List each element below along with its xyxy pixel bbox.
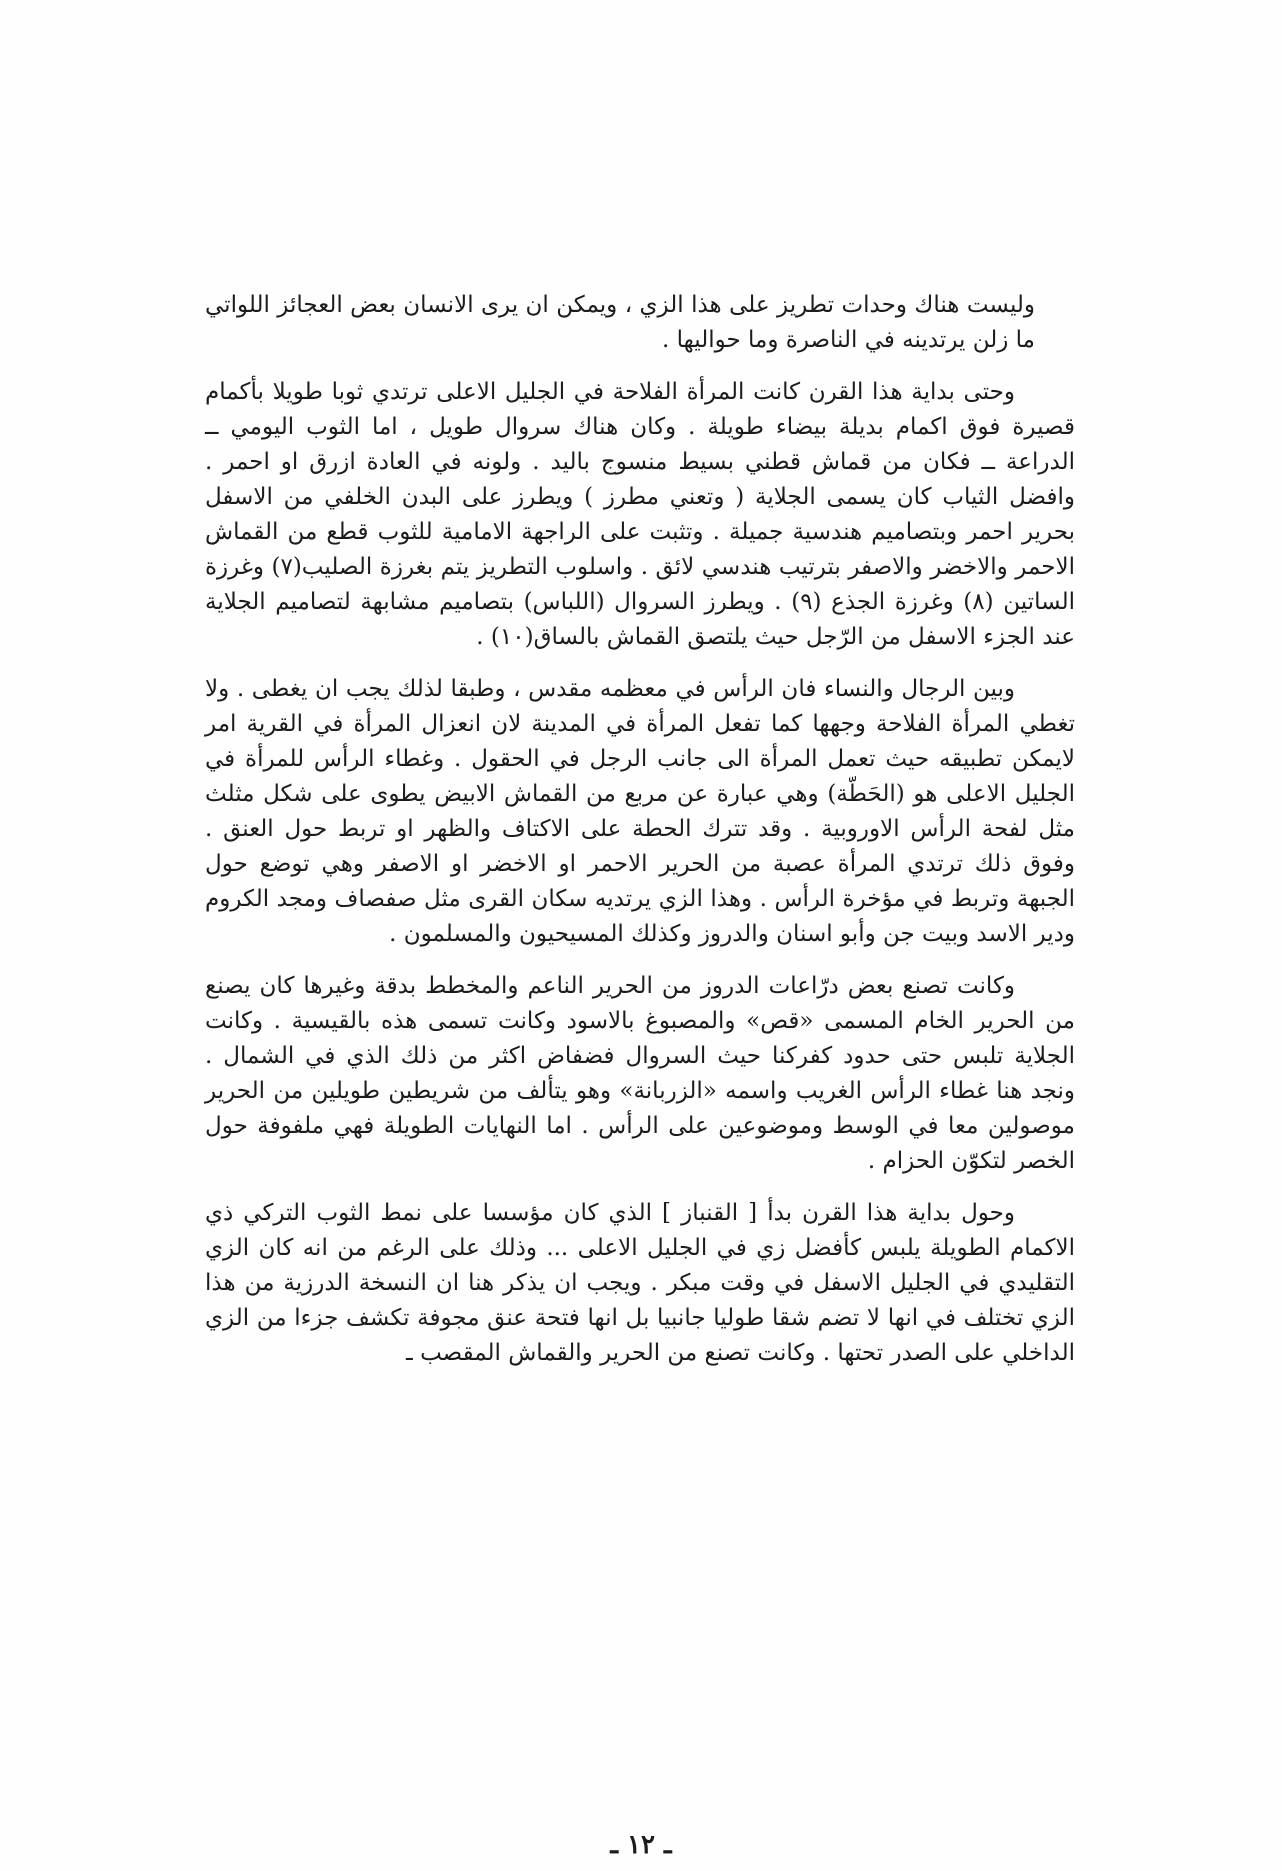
paragraph-1: وليست هناك وحدات تطريز على هذا الزي ، ويمكن ان يرى الانسان بعض العجائز اللواتي ما زلن يرتدينه في الناصرة وما حواليها . [205,292,1035,353]
paragraph-2: وحتى بداية هذا القرن كانت المرأة الفلاحة في الجليل الاعلى ترتدي ثوبا طويلا بأكمام قصيرة فوق اكمام بديلة بيضاء طويلة . وكان هناك سروال طويل ، اما الثوب اليومي ــ الدراعة ــ فكان من قماش قطني بسيط منسوج باليد . ولونه في العادة ازرق او احمر . وافضل الثياب كان يسمى الجلاية ( وتعني مطرز ) ويطرز على البدن الخلفي من الاسفل بحرير احمر وبتصاميم هندسية جميلة . وتثبت على الراجهة الامامية للثوب قطع من القماش الاحمر والاخضر والاصفر بترتيب هندسي لائق . واسلوب التطريز يتم بغرزة الصليب(٧) وغرزة الساتين (٨) وغرزة الجذع (٩) . ويطرز السروال (اللباس) بتصاميم مشابهة لتصاميم الجلاية عند الجزء الاسفل من الرّجل حيث يلتصق القماش بالساق(١٠) . [205,379,1075,650]
paragraph-3: وبين الرجال والنساء فان الرأس في معظمه مقدس ، وطبقا لذلك يجب ان يغطى . ولا تغطي المرأة الفلاحة وجهها كما تفعل المرأة في المدينة لان انعزال المرأة في القرية امر لايمكن تطبيقه حيث تعمل المرأة الى جانب الرجل في الحقول . وغطاء الرأس للمرأة في الجليل الاعلى هو (الحَطّة) وهي عبارة عن مربع من القماش الابيض يطوى على شكل مثلث مثل لفحة الرأس الاوروبية . وقد تترك الحطة على الاكتاف والظهر او تربط حول العنق . وفوق ذلك ترتدي المرأة عصبة من الحرير الاحمر او الاخضر او الاصفر وهي توضع حول الجبهة وتربط في مؤخرة الرأس . وهذا الزي يرتديه سكان القرى مثل صفصاف ومجد الكروم ودير الاسد وبيت جن وأبو اسنان والدروز وكذلك المسيحيون والمسلمون . [205,676,1075,947]
body-text [205,288,1075,1388]
paragraph-4: وكانت تصنع بعض درّاعات الدروز من الحرير الناعم والمخطط بدقة وغيرها كان يصنع من الحرير الخام المسمى «قص» والمصبوغ بالاسود وكانت تسمى هذه بالقيسية . وكانت الجلاية تلبس حتى حدود كفركنا حيث السروال فضفاض اكثر من ذلك الذي في الشمال . ونجد هنا غطاء الرأس الغريب واسمه «الزربانة» وهو يتألف من شريطين طويلين من الحرير موصولين معا في الوسط وموضوعين على الرأس . اما النهايات الطويلة فهي ملفوفة حول الخصر لتكوّن الحزام . [205,973,1075,1174]
page-number: ـ ١٢ ـ [610,1830,672,1860]
paragraph-5: وحول بداية هذا القرن بدأ [ القنباز ] الذي كان مؤسسا على نمط الثوب التركي ذي الاكمام الطويلة يلبس كأفضل زي في الجليل الاعلى ... وذلك على الرغم من انه كان الزي التقليدي في الجليل الاسفل في وقت مبكر . ويجب ان يذكر هنا ان النسخة الدرزية من هذا الزي تختلف في انها لا تضم شقا طوليا جانبيا بل انها فتحة عنق مجوفة تكشف جزءا من الزي الداخلي على الصدر تحتها . وكانت تصنع من الحرير والقماش المقصب ـ [205,1200,1075,1366]
